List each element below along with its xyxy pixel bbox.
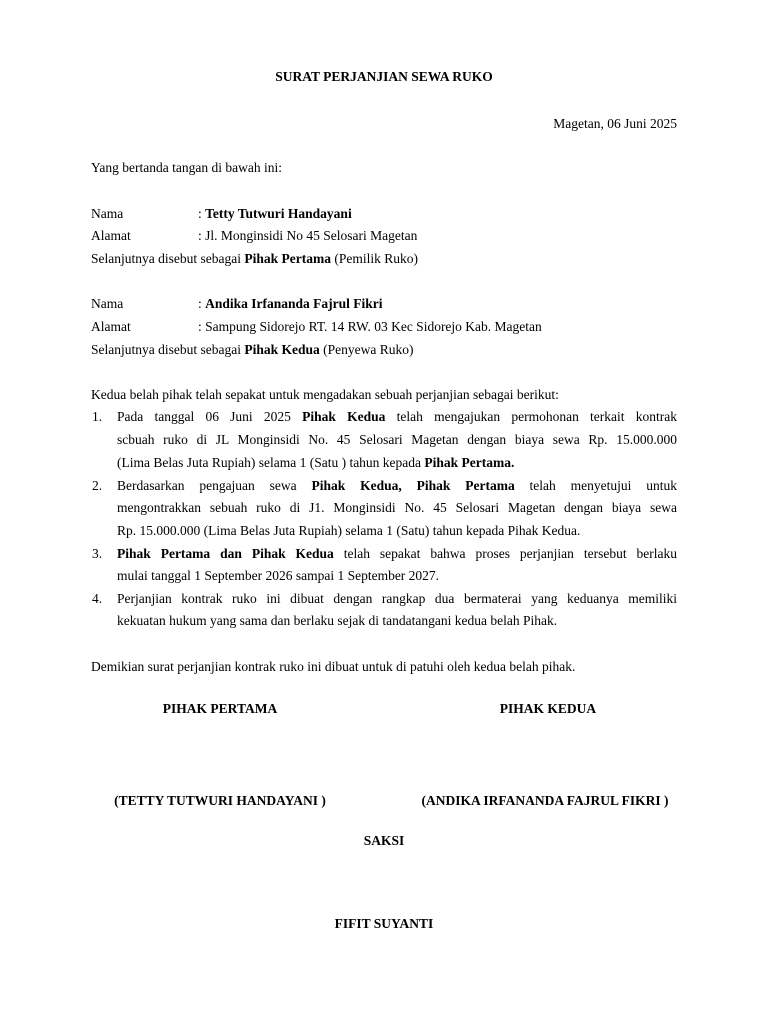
place-date: Magetan, 06 Juni 2025 (553, 116, 677, 131)
clause-text: telah menyetujui untuk (514, 478, 677, 493)
clause-1-line-3 (117, 455, 677, 471)
party2-role-suffix: (Penyewa Ruko) (319, 342, 414, 357)
agreement-intro: Kedua belah pihak telah sepakat untuk mengadakan sebuah perjanjian sebagai berikut: (91, 387, 559, 402)
clause-2-line-1 (117, 478, 677, 494)
party1-role-suffix: (Pemilik Ruko) (330, 251, 418, 266)
witness-name: FIFIT SUYANTI (334, 916, 434, 931)
clause-1-line-2: scbuah ruko di JL Monginsidi No. 45 Selosari Magetan dengan biaya sewa Rp. 15.000.000 (117, 432, 677, 447)
clause-bold-text: Pihak Pertama dan Pihak Kedua (117, 546, 334, 561)
second-party-signatory-name: (ANDIKA IRFANANDA FAJRUL FIKRI ) (421, 793, 669, 808)
clause-number: 3. (92, 546, 103, 561)
party1-role-prefix: Selanjutnya disebut sebagai (91, 251, 245, 266)
party1-address-label: Alamat (91, 228, 131, 243)
clause-text: telah mengajukan permohonan terkait kontrak (385, 409, 677, 424)
party1-role-bold: Pihak Pertama (244, 251, 331, 266)
clause-text: Pada tanggal 06 Juni 2025 (117, 409, 303, 424)
clause-1-line-1 (117, 409, 677, 425)
clause-number: 4. (92, 591, 103, 606)
party2-name-label: Nama (91, 296, 124, 311)
party1-role (91, 251, 418, 267)
party1-address-value: : Jl. Monginsidi No 45 Selosari Magetan (198, 228, 418, 243)
party2-address-value: : Sampung Sidorejo RT. 14 RW. 03 Kec Sidorejo Kab. Magetan (198, 319, 542, 334)
clause-4-line-1: Perjanjian kontrak ruko ini dibuat dengan rangkap dua bermaterai yang keduanya memiliki (117, 591, 677, 606)
clause-2-line-2: mengontrakkan sebuah ruko di J1. Monginsidi No. 45 Selosari Magetan dengan biaya sewa (117, 500, 677, 515)
party1-name-label: Nama (91, 206, 124, 221)
party2-address-label: Alamat (91, 319, 131, 334)
clause-number: 1. (92, 409, 103, 424)
party2-role-prefix: Selanjutnya disebut sebagai (91, 342, 245, 357)
clause-number: 2. (92, 478, 103, 493)
party2-name-value: Andika Irfananda Fajrul Fikri (205, 296, 383, 311)
party2-role-bold: Pihak Kedua (244, 342, 320, 357)
second-party-label: PIHAK KEDUA (499, 701, 597, 716)
first-party-label: PIHAK PERTAMA (162, 701, 278, 716)
clause-bold-text: Pihak Kedua (302, 409, 386, 424)
intro-text: Yang bertanda tangan di bawah ini: (91, 160, 282, 175)
party2-role (91, 342, 413, 358)
party1-name-value: Tetty Tutwuri Handayani (205, 206, 352, 221)
clause-bold-text: Pihak Kedua, Pihak Pertama (311, 478, 515, 493)
clause-text: telah sepakat bahwa proses perjanjian tersebut berlaku (333, 546, 677, 561)
clause-3-line-2: mulai tanggal 1 September 2026 sampai 1 September 2027. (117, 568, 440, 583)
clause-bold-text: Pihak Pertama. (424, 455, 515, 470)
clause-text: Berdasarkan pengajuan sewa (117, 478, 312, 493)
closing-text: Demikian surat perjanjian kontrak ruko ini dibuat untuk di patuhi oleh kedua belah pihak. (91, 659, 576, 674)
letter-title: SURAT PERJANJIAN SEWA RUKO (275, 69, 493, 84)
clause-2-line-3: Rp. 15.000.000 (Lima Belas Juta Rupiah) selama 1 (Satu) tahun kepada Pihak Kedua. (117, 523, 581, 538)
party1-name: : Tetty Tutwuri Handayani (198, 206, 352, 221)
clause-4-line-2: kekuatan hukum yang sama dan berlaku sejak di tandatangani kedua belah Pihak. (117, 613, 558, 628)
party2-name: : Andika Irfananda Fajrul Fikri (198, 296, 383, 311)
first-party-signatory-name: (TETTY TUTWURI HANDAYANI ) (114, 793, 326, 808)
witness-label: SAKSI (363, 833, 405, 848)
clause-3-line-1 (117, 546, 677, 562)
clause-text: (Lima Belas Juta Rupiah) selama 1 (Satu ) tahun kepada (117, 455, 425, 470)
